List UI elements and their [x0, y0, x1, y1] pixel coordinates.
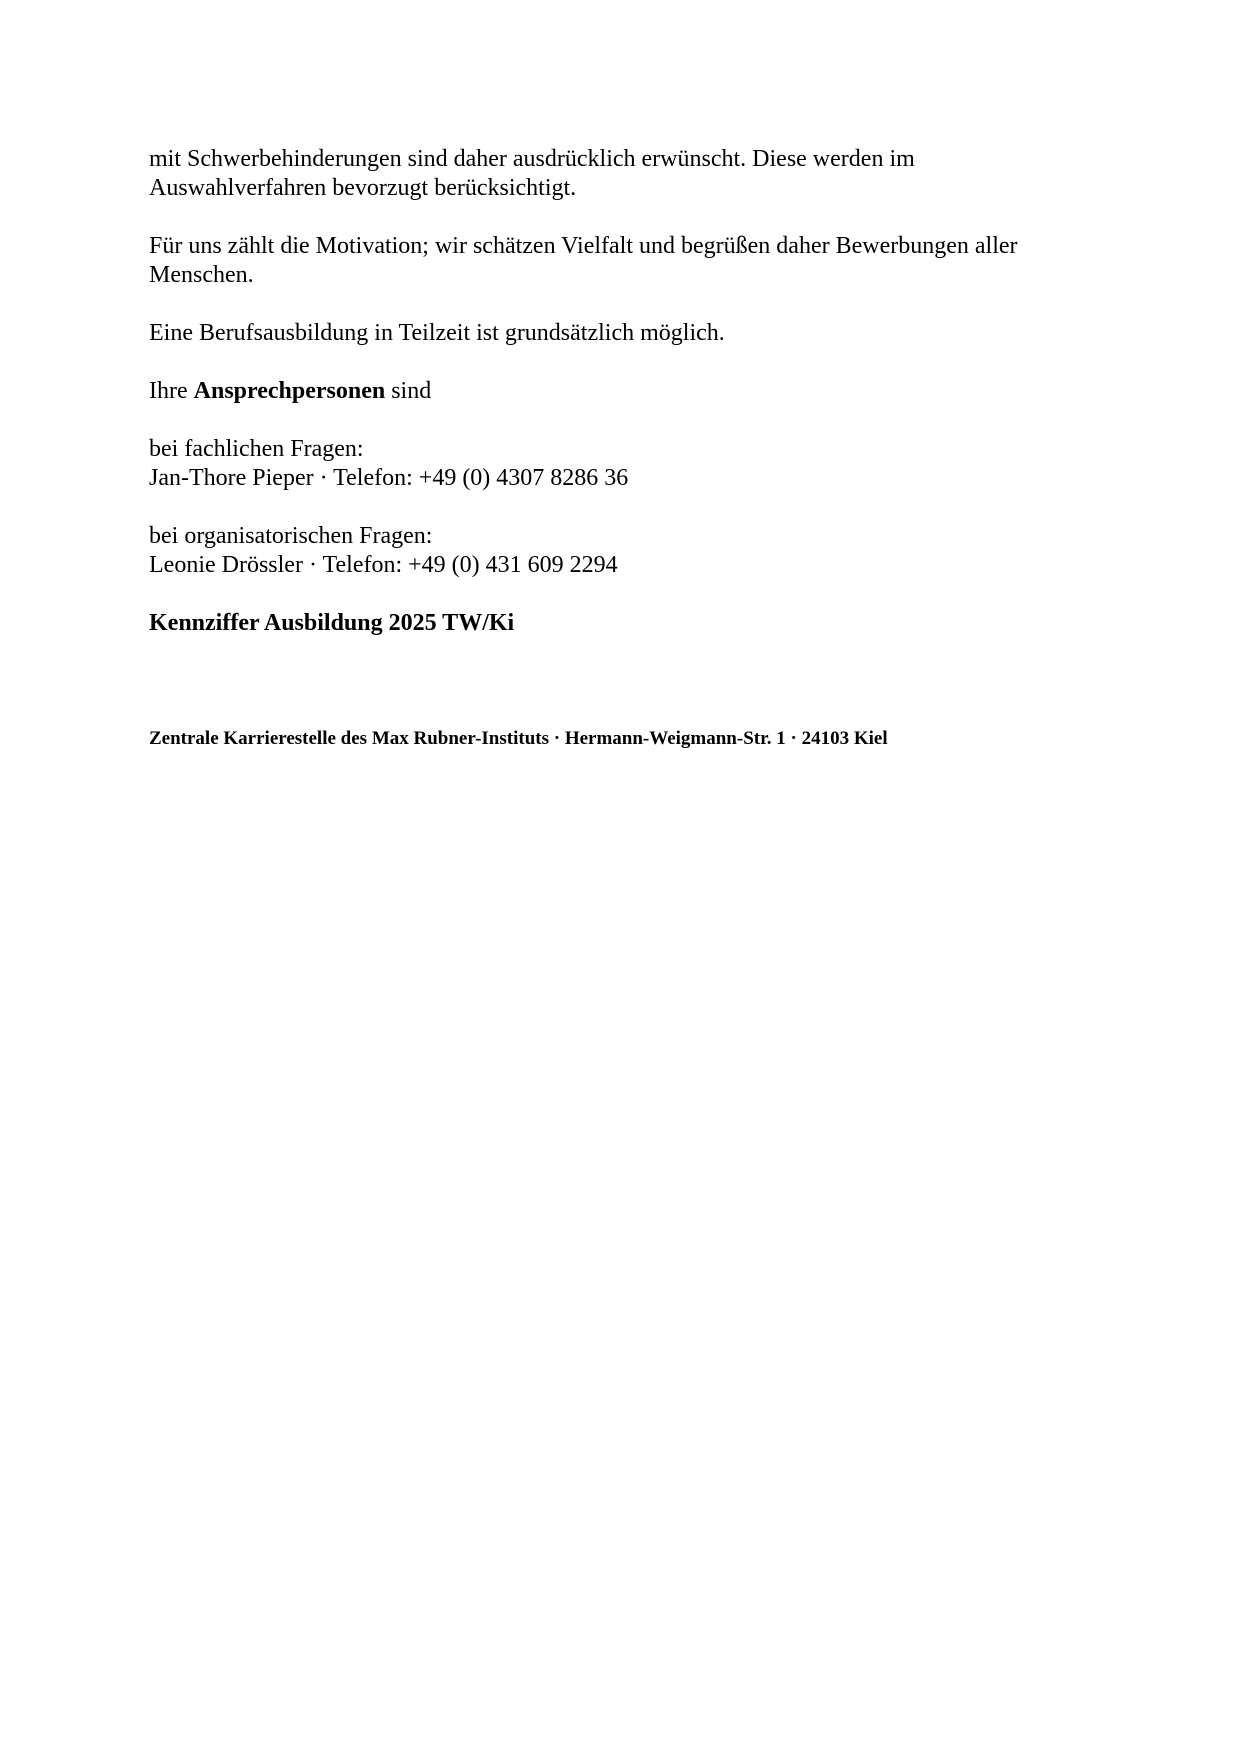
contacts-intro	[149, 377, 1109, 406]
contact-organisational-label: bei organisatorischen Fragen:	[149, 523, 433, 549]
paragraph-line: Für uns zählt die Motivation; wir schätzen Vielfalt und begrüßen daher Bewerbungen aller	[149, 233, 1018, 259]
paragraph-line: mit Schwerbehinderungen sind daher ausdrücklich erwünscht. Diese werden im	[149, 146, 915, 172]
contact-technical	[149, 435, 1109, 493]
contacts-intro-suffix: sind	[385, 378, 432, 404]
document-body	[149, 145, 1109, 667]
contact-organisational-person: Leonie Drössler · Telefon: +49 (0) 431 609 2294	[149, 552, 618, 578]
contacts-intro-bold: Ansprechpersonen	[193, 378, 386, 404]
contact-technical-label: bei fachlichen Fragen:	[149, 436, 364, 462]
paragraph-line: Auswahlverfahren bevorzugt berücksichtigt.	[149, 175, 577, 201]
contact-organisational	[149, 522, 1109, 580]
contacts-intro-prefix: Ihre	[149, 378, 194, 404]
paragraph-part-time: Eine Berufsausbildung in Teilzeit ist grundsätzlich möglich.	[149, 320, 725, 346]
footer-address: Zentrale Karrierestelle des Max Rubner-Instituts · Hermann-Weigmann-Str. 1 · 24103 Kiel	[149, 728, 888, 749]
paragraph-diversity	[149, 232, 1109, 290]
paragraph-applicants-disabilities	[149, 145, 1109, 203]
reference-code: Kennziffer Ausbildung 2025 TW/Ki	[149, 610, 515, 636]
paragraph-line: Menschen.	[149, 262, 254, 288]
contact-technical-person: Jan-Thore Pieper · Telefon: +49 (0) 4307 8286 36	[149, 465, 629, 491]
